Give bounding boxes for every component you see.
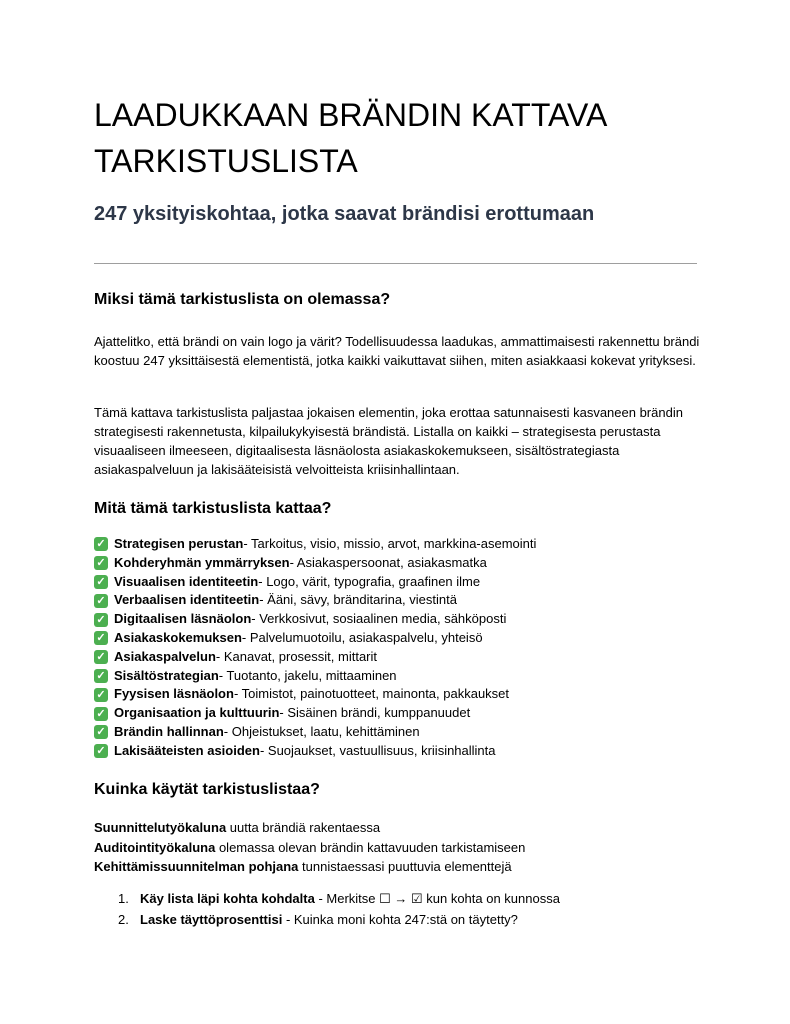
usage-list (94, 818, 714, 877)
checklist-item-desc: - Asiakaspersoonat, asiakasmatka (289, 554, 487, 570)
checkmark-icon: ✓ (94, 669, 108, 683)
step-desc: - Merkitse ☐ → ☑ kun kohta on kunnossa (314, 891, 560, 906)
checkmark-icon: ✓ (94, 556, 108, 570)
checklist-item (94, 648, 714, 667)
checklist-item (94, 554, 714, 573)
checklist-item (94, 535, 714, 554)
section-heading-covers: Mitä tämä tarkistuslista kattaa? (94, 500, 332, 517)
checklist-item-title: Asiakaskokemuksen (114, 629, 242, 645)
usage-item-title: Auditointityökaluna (94, 839, 216, 855)
checklist-item-title: Kohderyhmän ymmärryksen (114, 554, 290, 570)
step-item (118, 888, 718, 909)
checklist-item-title: Fyysisen läsnäolon (114, 686, 234, 702)
checklist-item (94, 667, 714, 686)
checklist-item-title: Strategisen perustan (114, 536, 244, 551)
checklist-item-desc: - Suojaukset, vastuullisuus, kriisinhallinta (259, 742, 496, 758)
divider (94, 263, 697, 264)
usage-item (94, 818, 714, 838)
usage-item-desc: uutta brändiä rakentaessa (226, 820, 381, 835)
checkmark-icon: ✓ (94, 537, 108, 551)
checkmark-icon: ✓ (94, 575, 108, 589)
checklist-item-desc: - Palvelumuotoilu, asiakaspalvelu, yhteisö (241, 629, 483, 645)
page-title: LAADUKKAAN BRÄNDIN KATTAVA TARKISTUSLISTA (94, 97, 606, 179)
checklist-item (94, 742, 714, 761)
checklist-item-desc: - Verkkosivut, sosiaalinen media, sähköposti (251, 611, 507, 627)
checklist-item (94, 723, 714, 742)
section-heading-how: Kuinka käytät tarkistuslistaa? (94, 781, 320, 798)
step-number: 2. (118, 912, 129, 927)
usage-item-desc: tunnistaessasi puuttuvia elementtejä (298, 859, 512, 874)
checklist-item (94, 610, 714, 629)
step-title: Laske täyttöprosenttisi (140, 912, 283, 927)
checklist-item-desc: - Sisäinen brändi, kumppanuudet (279, 705, 471, 721)
usage-item-title: Kehittämissuunnitelman pohjana (94, 859, 299, 874)
checkmark-icon: ✓ (94, 650, 108, 664)
checklist-item (94, 685, 714, 704)
checklist-item-desc: - Tuotanto, jakelu, mittaaminen (218, 667, 397, 683)
checklist-item-desc: - Logo, värit, typografia, graafinen ilme (258, 573, 481, 589)
checkmark-icon: ✓ (94, 631, 108, 645)
checklist-item-title: Visuaalisen identiteetin (114, 573, 259, 589)
checklist-item (94, 704, 714, 723)
checkmark-icon: ✓ (94, 594, 108, 608)
checklist-item-title: Lakisääteisten asioiden (114, 742, 260, 758)
checklist-item-title: Asiakaspalvelun (114, 648, 216, 664)
checkmark-icon: ✓ (94, 707, 108, 721)
checklist-item-desc: - Ääni, sävy, bränditarina, viestintä (259, 592, 457, 608)
section-heading-why: Miksi tämä tarkistuslista on olemassa? (94, 291, 391, 308)
usage-item (94, 857, 714, 877)
checklist-item-desc: - Tarkoitus, visio, missio, arvot, markkina-asemointi (243, 536, 537, 551)
step-number: 1. (118, 891, 129, 906)
checkmark-icon: ✓ (94, 744, 108, 758)
checklist-item (94, 573, 714, 592)
checkmark-icon: ✓ (94, 725, 108, 739)
checklist-item-title: Brändin hallinnan (114, 723, 224, 739)
checklist-item-title: Sisältöstrategian (114, 667, 219, 683)
coverage-checklist (94, 535, 714, 761)
checklist-item-title: Organisaation ja kulttuurin (114, 705, 280, 721)
checklist-item-title: Verbaalisen identiteetin (114, 592, 260, 608)
step-desc: - Kuinka moni kohta 247:stä on täytetty? (282, 912, 518, 927)
usage-item (94, 838, 714, 858)
usage-item-title: Suunnittelutyökaluna (94, 820, 227, 835)
checklist-item (94, 629, 714, 648)
step-item (118, 909, 718, 930)
usage-item-desc: olemassa olevan brändin kattavuuden tarkistamiseen (215, 839, 526, 855)
page-subtitle: 247 yksityiskohtaa, jotka saavat brändisi erottumaan (94, 203, 595, 225)
steps-list (118, 888, 718, 930)
paragraph-intro: Ajattelitko, että brändi on vain logo ja värit? Todellisuudessa laadukas, ammattimaisesti rakennettu brändi koostuu 247 yksittäisestä elementistä, jotka kaikki vaikuttavat siihen, miten asiakkaasi kokevat yrityksesi. (94, 334, 700, 368)
checklist-item (94, 591, 714, 610)
step-title: Käy lista läpi kohta kohdalta (140, 891, 315, 906)
checklist-item-title: Digitaalisen läsnäolon (114, 611, 252, 627)
checklist-item-desc: - Ohjeistukset, laatu, kehittäminen (223, 723, 420, 739)
paragraph-description: Tämä kattava tarkistuslista paljastaa jokaisen elementin, joka erottaa satunnaisesti kasvaneen brändin strategisesti rakennetusta, kilpailukykyisestä brändistä. Listalla on kaikki – strategisesta perustasta visuaaliseen ilmeeseen, digitaalisesta läsnäolosta asiakaskokemukseen, sisältöstrategiasta asiakaspalveluun ja lakisääteisistä velvoitteista kriisinhallintaan. (94, 405, 683, 477)
checkmark-icon: ✓ (94, 613, 108, 627)
checklist-item-desc: - Toimistot, painotuotteet, mainonta, pakkaukset (233, 686, 510, 702)
checkmark-icon: ✓ (94, 688, 108, 702)
checklist-item-desc: - Kanavat, prosessit, mittarit (215, 648, 378, 664)
